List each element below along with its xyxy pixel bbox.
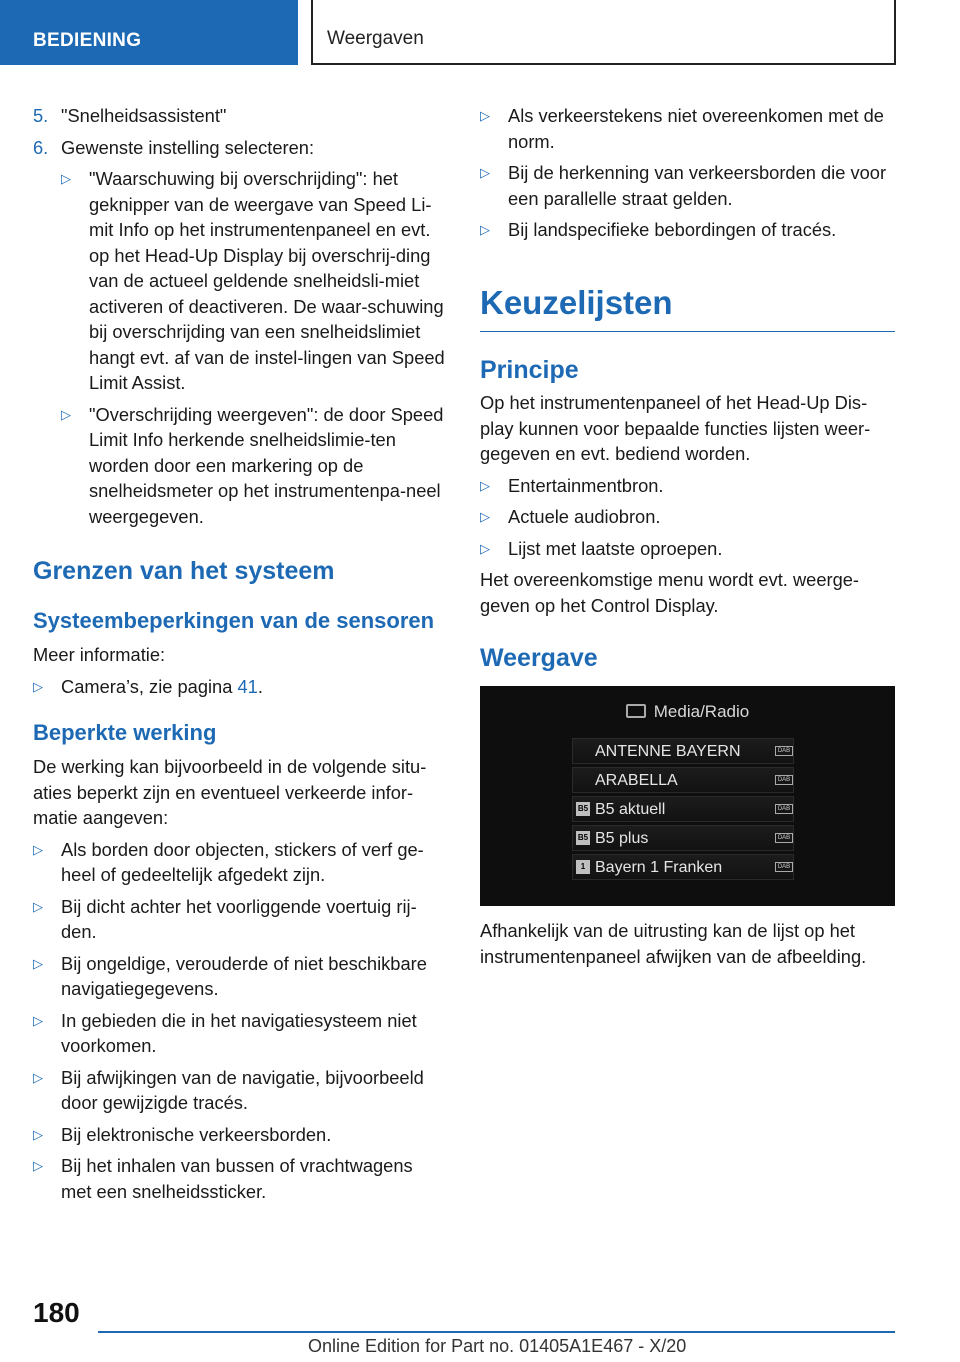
heading-principe: Principe xyxy=(480,356,579,384)
triangle-bullet-icon: ▷ xyxy=(33,1069,43,1085)
heading-keuzelijsten: Keuzelijsten xyxy=(480,283,673,321)
page-link[interactable]: 41 xyxy=(237,675,258,697)
list-item: ▷ Bij dicht achter het voorliggende voertuig rij-den. xyxy=(33,895,417,942)
footer-rule xyxy=(98,1331,895,1333)
media-icon xyxy=(626,704,646,718)
edition-text: Online Edition for Part no. 01405A1E467 - X/20 xyxy=(308,1336,687,1356)
triangle-bullet-icon: ▷ xyxy=(480,108,490,123)
list-item: ▷ "Waarschuwing bij overschrijding": het geknipper van de weergave van Speed Li-mit Info op het instrumentenpaneel en evt. op het Head-Up Display bij overschrij-ding van de actueel geldende snelheidsli-miet activeren of deactiveren. De waar-schuwing bij overschrijding van een snelheidslimiet hangt evt. af van de instel-lingen van Speed Limit Assist. xyxy=(61,168,445,393)
triangle-bullet-icon: ▷ xyxy=(480,540,490,556)
step-5: 5. "Snelheidsassistent" xyxy=(33,105,227,126)
figure-caption: Afhankelijk van de uitrusting kan de lijst op het instrumentenpaneel afwijken van de afbeelding. xyxy=(480,920,867,967)
dab-badge-icon: DAB xyxy=(775,833,793,843)
heading-grenzen: Grenzen van het systeem xyxy=(33,557,335,585)
triangle-bullet-icon: ▷ xyxy=(480,477,490,493)
triangle-bullet-icon: ▷ xyxy=(33,1158,43,1173)
list-item: ▷ Bij landspecifieke bebordingen of tracés. xyxy=(480,217,895,243)
list-item: ▷ "Overschrijding weergeven": de door Speed Limit Info herkende snelheidslimie-ten worden door een markering op de snelheidsmeter op het instrumentenpa-neel weergegeven. xyxy=(61,403,444,527)
list-item: ▷ Bij de herkenning van verkeersborden die voor een parallelle straat gelden. xyxy=(480,162,887,209)
list-item: ▷ Bij elektronische verkeersborden. xyxy=(33,1122,448,1148)
list-item: ▷ In gebieden die in het navigatiesysteem niet voorkomen. xyxy=(33,1009,417,1056)
beperkt-intro: De werking kan bijvoorbeeld in de volgende situ-aties beperkt zijn en eventueel verkeerde infor-matie aangeven: xyxy=(33,756,427,828)
triangle-bullet-icon: ▷ xyxy=(480,222,490,237)
list-item: ▷ Bij het inhalen van bussen of vrachtwagens met een snelheidssticker. xyxy=(33,1155,413,1202)
list-item: ▷ Als borden door objecten, stickers of verf ge-heel of gedeeltelijk afgedekt zijn. xyxy=(33,838,424,885)
section-tab xyxy=(0,0,298,65)
media-radio-screen xyxy=(480,686,895,906)
list-item: ▷ Als verkeerstekens niet overeenkomen met de norm. xyxy=(480,105,884,152)
list-item: B5 B5 aktuell DAB xyxy=(572,796,794,822)
list-item: ▷ Lijst met laatste oproepen. xyxy=(480,536,895,562)
triangle-bullet-icon: ▷ xyxy=(33,678,43,694)
meer-informatie: Meer informatie: xyxy=(33,644,166,665)
dab-badge-icon: DAB xyxy=(775,862,793,872)
list-item: ARABELLA DAB xyxy=(572,767,794,793)
chapter-box xyxy=(311,0,896,65)
list-item: B5 B5 plus DAB xyxy=(572,825,794,851)
triangle-bullet-icon: ▷ xyxy=(33,1126,43,1142)
triangle-bullet-icon: ▷ xyxy=(480,509,490,524)
list-item: ▷ Camera’s, zie pagina 41. xyxy=(33,674,448,700)
principe-text: Op het instrumentenpaneel of het Head-Up Dis-play kunnen voor bepaalde functies lijsten weer-gegeven en evt. bediend worden. xyxy=(480,392,871,464)
triangle-bullet-icon: ▷ xyxy=(33,841,43,857)
triangle-bullet-icon: ▷ xyxy=(33,1012,43,1028)
step-6: 6. Gewenste instelling selecteren: xyxy=(33,136,315,158)
triangle-bullet-icon: ▷ xyxy=(61,406,71,422)
list-item: ▷ Entertainmentbron. xyxy=(480,473,895,499)
triangle-bullet-icon: ▷ xyxy=(33,955,43,971)
list-item: ▷ Bij afwijkingen van de navigatie, bijvoorbeeld door gewijzigde tracés. xyxy=(33,1066,424,1113)
heading-sensoren: Systeembeperkingen van de sensoren xyxy=(33,608,435,633)
triangle-bullet-icon: ▷ xyxy=(33,898,43,914)
station-logo-icon: 1 xyxy=(576,860,590,874)
station-logo-icon: B5 xyxy=(576,831,590,845)
heading-beperkt: Beperkte werking xyxy=(33,720,217,745)
principe-after: Het overeenkomstige menu wordt evt. weerge-geven op het Control Display. xyxy=(480,569,860,616)
heading-weergave: Weergave xyxy=(480,644,598,672)
dab-badge-icon: DAB xyxy=(775,775,793,785)
list-item: ▷ Actuele audiobron. xyxy=(480,504,895,530)
list-item: ANTENNE BAYERN DAB xyxy=(572,738,794,764)
section-title: BEDIENING xyxy=(33,30,142,51)
screen-title: Media/Radio xyxy=(480,702,895,722)
triangle-bullet-icon: ▷ xyxy=(61,171,71,186)
list-item: ▷ Bij ongeldige, verouderde of niet beschikbare navigatiegegevens. xyxy=(33,952,427,999)
dab-badge-icon: DAB xyxy=(775,746,793,756)
chapter-title: Weergaven xyxy=(327,28,424,49)
triangle-bullet-icon: ▷ xyxy=(480,165,490,180)
right-column xyxy=(480,103,895,969)
dab-badge-icon: DAB xyxy=(775,804,793,814)
left-column xyxy=(33,103,448,1210)
heading-rule xyxy=(480,331,895,333)
list-item: 1 Bayern 1 Franken DAB xyxy=(572,854,794,880)
station-logo-icon: B5 xyxy=(576,802,590,816)
page-number: 180 xyxy=(33,1297,80,1328)
